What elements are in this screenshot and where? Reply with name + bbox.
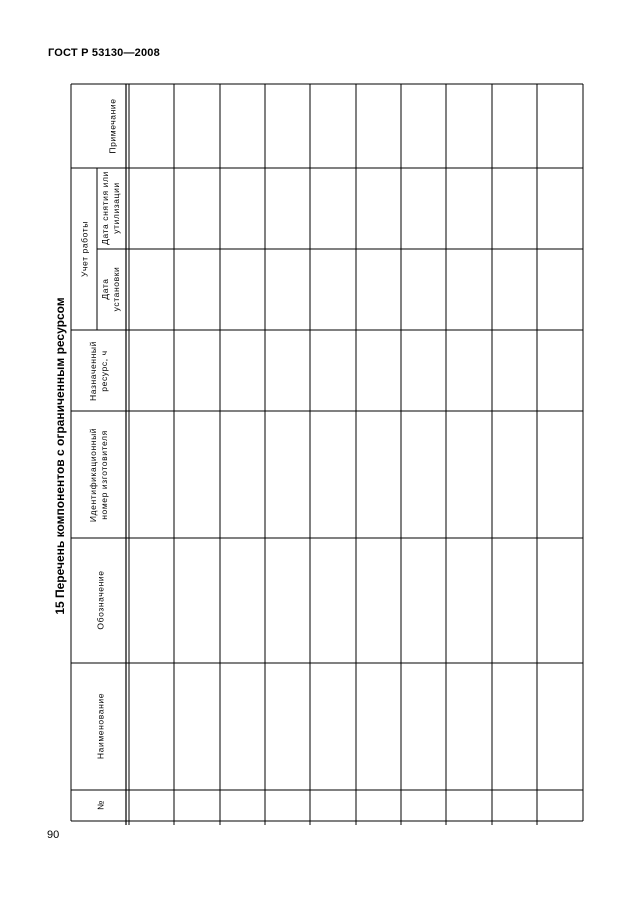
column-lines — [71, 168, 583, 790]
section-title-text: 15 Перечень компонентов с ограниченным ресурсом — [53, 297, 67, 615]
document-header: ГОСТ Р 53130—2008 — [48, 47, 160, 59]
page-number: 90 — [47, 829, 60, 841]
table-frame — [71, 84, 583, 821]
row-lines — [126, 84, 537, 825]
